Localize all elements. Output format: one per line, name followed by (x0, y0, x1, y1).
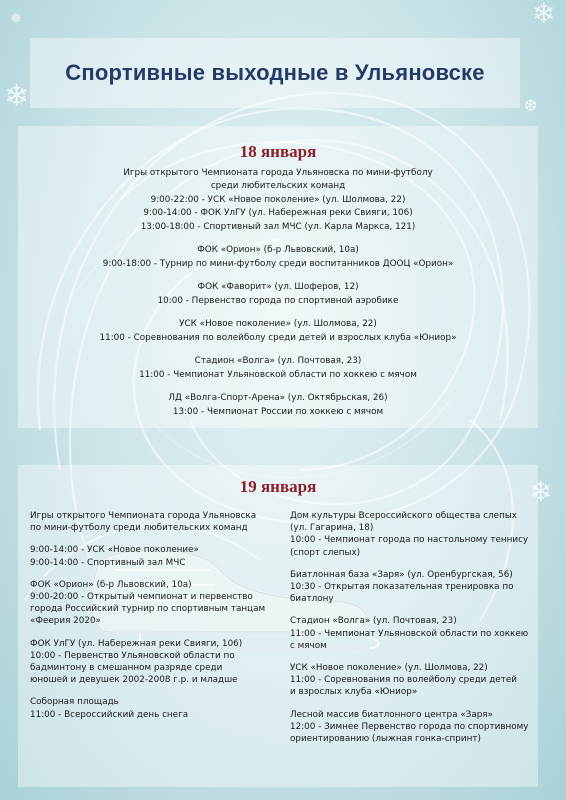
event-line: биатлону (290, 594, 334, 605)
event-block (30, 544, 280, 568)
day-heading: 18 января (239, 142, 317, 161)
event-line: 11:00 - Чемпионат Ульяновской области по хоккею с мячом (139, 369, 417, 380)
event-block (290, 615, 530, 652)
event-line: 13:00-18:00 - Спортивный зал МЧС (ул. Карла Маркса, 121) (140, 221, 416, 232)
snowflake-icon: ❄ (532, 0, 556, 30)
event-line: 11:00 - Соревнования по волейболу среди детей (290, 675, 517, 686)
event-line: 10:00 - Чемпионат города по настольному теннису (290, 535, 529, 546)
event-line: 9:00-22:00 - УСК «Новое поколение» (ул. Шолмова, 22) (150, 194, 406, 205)
snowflake-icon: ❄ (4, 79, 30, 114)
snowflake-icon: ❅ (10, 11, 22, 27)
event-line: 10:30 - Открытая показательная тренировка по (290, 582, 514, 593)
event-line: УСК «Новое поколение» (ул. Шолмова, 22) (179, 319, 377, 330)
event-line: ФОК «Орион» (б-р Львовский, 10а) (197, 245, 359, 256)
event-line: Стадион «Волга» (ул. Почтовая, 23) (290, 616, 457, 627)
event-line: 11:00 - Чемпионат Ульяновской области по хоккею (290, 628, 529, 639)
event-line: Биатлонная база «Заря» (ул. Оренбургская, 56) (290, 569, 513, 580)
event-line: 12:00 - Зимнее Первенство города по спортивному (290, 721, 529, 732)
event-line: юношей и девушек 2002-2008 г.р. и младше (30, 675, 238, 686)
event-block (18, 392, 538, 419)
event-line: (ул. Гагарина, 18) (290, 523, 374, 534)
event-block (290, 662, 530, 699)
event-line: и взрослых клуба «Юниор» (290, 687, 418, 698)
event-line: по мини-футболу среди любительских команд (30, 523, 248, 534)
events-column-left (30, 510, 280, 731)
event-block (30, 579, 280, 628)
day-panel-jan-19 (18, 465, 538, 787)
event-line: ФОК «Орион» (б-р Львовский, 10а) (30, 579, 192, 590)
event-block (18, 244, 538, 271)
event-line: «Феерия 2020» (30, 616, 101, 627)
event-line: с мячом (290, 640, 327, 651)
events-list (18, 167, 538, 429)
event-line: среди любительских команд (210, 181, 346, 192)
event-line: Стадион «Волга» (ул. Почтовая, 23) (194, 356, 362, 367)
event-block (18, 281, 538, 308)
events-column-right (290, 510, 530, 755)
event-line: ориентированию (лыжная гонка-спринт) (290, 734, 481, 745)
event-line: бадминтону в смешанном разряде среди (30, 663, 223, 674)
event-block (290, 569, 530, 606)
event-line: 10:00 - Первенство города по спортивной аэробике (157, 295, 399, 306)
event-line: Дом культуры Всероссийского общества слепых (290, 511, 517, 521)
event-line: 9:00-14:00 - Спортивный зал МЧС (30, 557, 186, 568)
event-block (30, 696, 280, 720)
event-line: Лесной массив биатлонного центра «Заря» (290, 709, 493, 720)
event-line: ФОК УлГУ (ул. Набережная реки Свияги, 106) (30, 638, 243, 649)
event-line: 10:00 - Первенство Ульяновской области по (30, 650, 235, 661)
event-line: ФОК «Фаворит» (ул. Шоферов, 12) (197, 282, 359, 293)
event-line: 11:00 - Соревнования по волейболу среди детей и взрослых клуба «Юниор» (99, 332, 457, 343)
event-line: Соборная площадь (30, 697, 119, 708)
event-line: 11:00 - Всероссийский день снега (30, 709, 189, 720)
event-line: 9:00-14:00 - ФОК УлГУ (ул. Набережная реки Свияги, 106) (143, 208, 413, 219)
event-block (18, 318, 538, 345)
event-block (18, 355, 538, 382)
event-line: 9:00-14:00 - УСК «Новое поколение» (30, 545, 199, 556)
snowflake-icon: ❆ (524, 96, 538, 115)
event-line: 13:00 - Чемпионат России по хоккею с мячом (172, 406, 384, 417)
event-line: 9:00-18:00 - Турнир по мини-футболу среди воспитанников ДООЦ «Орион» (102, 258, 454, 269)
event-block (290, 709, 530, 746)
event-line: города Российский турнир по спортивным танцам (30, 604, 266, 615)
event-line: Игры открытого Чемпионата города Ульяновска по мини-футболу (123, 168, 433, 178)
event-line: УСК «Новое поколение» (ул. Шолмова, 22) (290, 663, 488, 674)
snowflake-icon: ❄ (529, 475, 553, 508)
event-line: Игры открытого Чемпионата города Ульяновска (30, 511, 257, 521)
event-line: ЛД «Волга-Спорт-Арена» (ул. Октябрьская, 26) (168, 393, 388, 404)
event-block (30, 510, 280, 534)
event-line: (спорт слепых) (290, 547, 361, 558)
title-banner (30, 38, 520, 108)
event-block (18, 167, 538, 234)
day-heading: 19 января (239, 477, 317, 496)
page-title: Спортивные выходные в Ульяновске (65, 60, 485, 85)
event-line: 9:00-20:00 - Открытый чемпионат и первенство (30, 592, 253, 603)
event-block (30, 638, 280, 687)
day-panel-jan-18 (18, 126, 538, 428)
event-block (290, 510, 530, 559)
